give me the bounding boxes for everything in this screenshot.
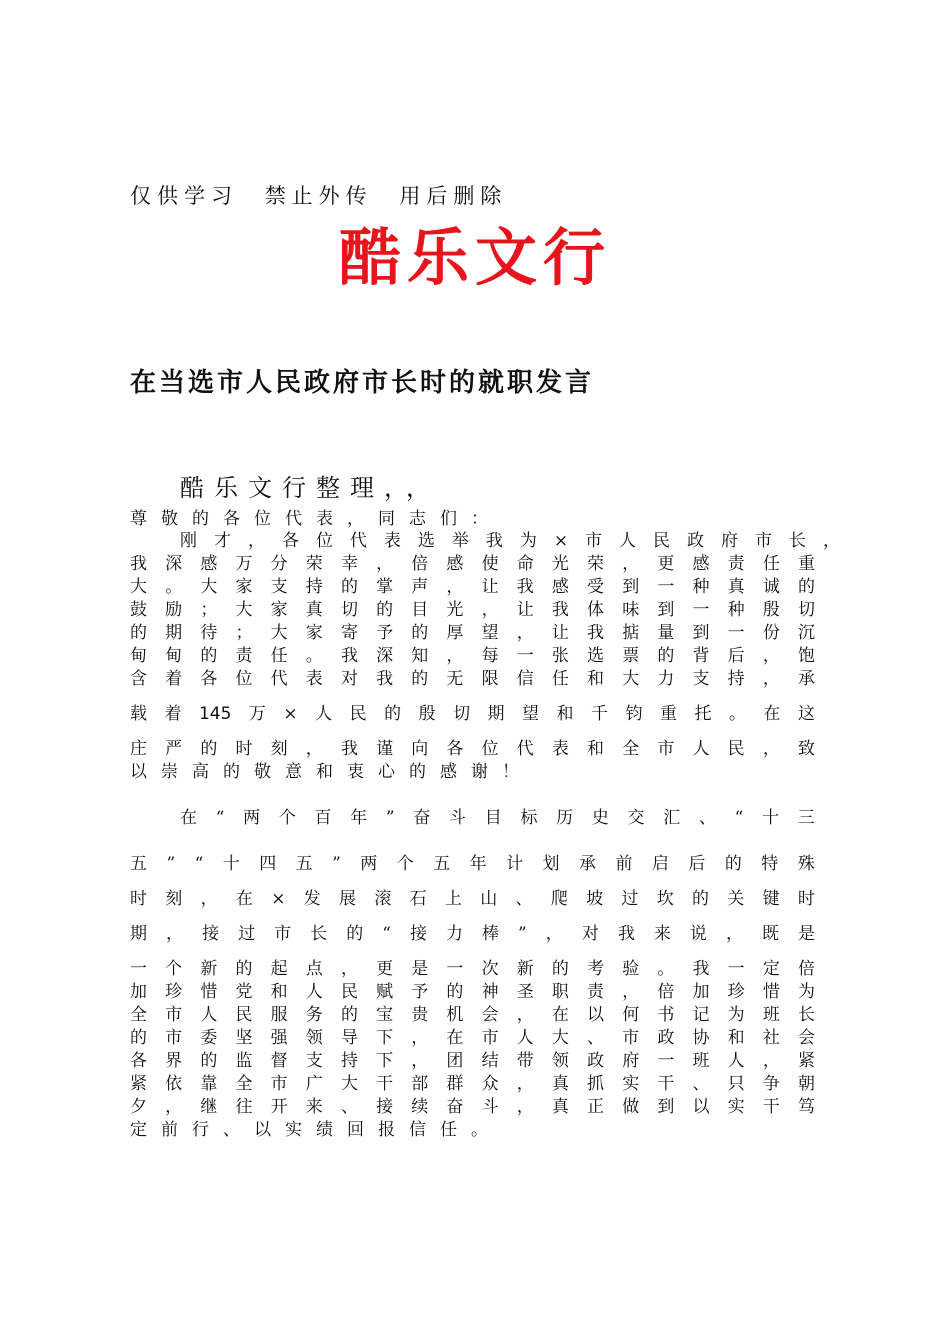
- body-line: 载 着 145 万 × 人 民 的 殷 切 期 望 和 千 钧 重 托 。 在 这: [130, 704, 815, 724]
- body-line: 在 “ 两 个 百 年 ” 奋 斗 目 标 历 史 交 汇 、 “ 十 三: [180, 808, 815, 828]
- body-line: 定 前 行 、 以 实 绩 回 报 信 任 。: [130, 1120, 488, 1140]
- document-title: 在当选市人民政府市长时的就职发言: [130, 368, 595, 398]
- body-line: 以 崇 高 的 敬 意 和 衷 心 的 感 谢 ！: [130, 762, 519, 782]
- body-line: 期 ， 接 过 市 长 的 “ 接 力 棒 ” ， 对 我 来 说 ， 既 是: [130, 924, 815, 944]
- notice-no-distribution: 禁止外传: [264, 184, 373, 208]
- body-line: 各 界 的 监 督 支 持 下 ， 团 结 带 领 政 府 一 班 人 ， 紧: [130, 1051, 815, 1071]
- notice-study-only: 仅供学习: [130, 184, 238, 208]
- body-line: 的 市 委 坚 强 领 导 下 ， 在 市 人 大 、 市 政 协 和 社 会: [130, 1028, 815, 1048]
- body-line: 甸 甸 的 责 任 。 我 深 知 ， 每 一 张 选 票 的 背 后 ， 饱: [130, 646, 815, 666]
- body-line: 紧 依 靠 全 市 广 大 干 部 群 众 ， 真 抓 实 干 、 只 争 朝: [130, 1074, 815, 1094]
- body-line: 全 市 人 民 服 务 的 宝 贵 机 会 ， 在 以 何 书 记 为 班 长: [130, 1005, 815, 1025]
- body-line: 夕 ， 继 往 开 来 、 接 续 奋 斗 ， 真 正 做 到 以 实 干 笃: [130, 1097, 815, 1117]
- body-line: 的 期 待 ； 大 家 寄 予 的 厚 望 ， 让 我 掂 量 到 一 份 沉: [130, 623, 815, 643]
- body-line: 含 着 各 位 代 表 对 我 的 无 限 信 任 和 大 力 支 持 ， 承: [130, 669, 815, 689]
- body-line: 五 ” “ 十 四 五 ” 两 个 五 年 计 划 承 前 启 后 的 特 殊: [130, 854, 815, 874]
- body-line: 我 深 感 万 分 荣 幸 ， 倍 感 使 命 光 荣 ， 更 感 责 任 重: [130, 554, 815, 574]
- body-line: 一 个 新 的 起 点 ， 更 是 一 次 新 的 考 验 。 我 一 定 倍: [130, 959, 815, 979]
- body-line-salutation: 尊 敬 的 各 位 代 表 ， 同 志 们 ：: [130, 509, 488, 529]
- body-line: 庄 严 的 时 刻 ， 我 谨 向 各 位 代 表 和 全 市 人 民 ， 致: [130, 739, 815, 759]
- body-line: 加 珍 惜 党 和 人 民 赋 予 的 神 圣 职 责 ， 倍 加 珍 惜 为: [130, 982, 815, 1002]
- compiler-line: 酷乐文行整理，，: [180, 474, 440, 502]
- notice-delete-after-use: 用后删除: [399, 184, 508, 208]
- usage-notice: [130, 180, 521, 210]
- body-line: 刚 才 ， 各 位 代 表 选 举 我 为 × 市 人 民 政 府 市 长 ，: [180, 531, 840, 551]
- body-line: 时 刻 ， 在 × 发 展 滚 石 上 山 、 爬 坡 过 坎 的 关 键 时: [130, 889, 815, 909]
- brand-title: 酷乐文行: [338, 221, 611, 294]
- body-line: 鼓 励 ； 大 家 真 切 的 目 光 ， 让 我 体 味 到 一 种 殷 切: [130, 600, 815, 620]
- body-line: 大 。 大 家 支 持 的 掌 声 ， 让 我 感 受 到 一 种 真 诚 的: [130, 577, 815, 597]
